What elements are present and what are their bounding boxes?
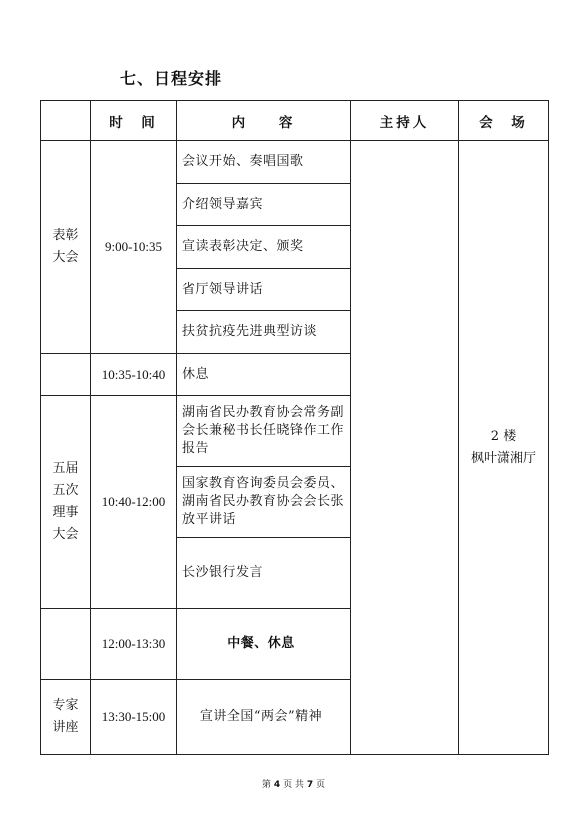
section-break <box>41 354 91 396</box>
venue-cell <box>459 141 549 755</box>
footer-page-number: 4 <box>273 780 281 790</box>
section-council-label: 五届 五次 理事 大会 <box>52 461 79 542</box>
section-council <box>41 396 91 609</box>
page-footer <box>0 777 587 790</box>
footer-prefix: 第 <box>262 780 272 790</box>
agenda-item: 省厅领导讲话 <box>177 269 351 311</box>
header-section <box>41 101 91 141</box>
section-awards-label: 表彰 大会 <box>52 228 79 265</box>
agenda-item: 宣读表彰决定、颁奖 <box>177 226 351 269</box>
agenda-item: 长沙银行发言 <box>177 538 351 609</box>
agenda-item: 扶贫抗疫先进典型访谈 <box>177 311 351 354</box>
section-awards <box>41 141 91 354</box>
time-lunch: 12:00-13:30 <box>91 609 177 680</box>
schedule-table <box>40 100 549 755</box>
agenda-item: 休息 <box>177 354 351 396</box>
header-time: 时 间 <box>91 101 177 141</box>
section-lecture-label: 专家 讲座 <box>52 698 79 735</box>
agenda-item: 会议开始、奏唱国歌 <box>177 141 351 184</box>
time-lecture: 13:30-15:00 <box>91 680 177 755</box>
time-council: 10:40-12:00 <box>91 396 177 609</box>
table-row <box>41 141 549 184</box>
header-content: 内 容 <box>177 101 351 141</box>
footer-middle: 页 共 <box>283 780 304 790</box>
header-venue: 会 场 <box>459 101 549 141</box>
footer-suffix: 页 <box>315 780 325 790</box>
section-lecture <box>41 680 91 755</box>
agenda-item: 中餐、休息 <box>177 609 351 680</box>
host-cell <box>351 141 459 755</box>
section-title: 七、日程安排 <box>120 69 223 88</box>
time-awards: 9:00-10:35 <box>91 141 177 354</box>
footer-total-pages: 7 <box>306 780 314 790</box>
agenda-item: 宣讲全国“两会”精神 <box>177 680 351 755</box>
time-break: 10:35-10:40 <box>91 354 177 396</box>
agenda-item: 湖南省民办教育协会常务副会长兼秘书长任晓锋作工作报告 <box>177 396 351 467</box>
agenda-item: 国家教育咨询委员会委员、湖南省民办教育协会会长张放平讲话 <box>177 467 351 538</box>
header-row <box>41 101 549 141</box>
venue-label: 2 楼 枫叶潇湘厅 <box>470 428 536 466</box>
agenda-item: 介绍领导嘉宾 <box>177 184 351 226</box>
header-host: 主持人 <box>351 101 459 141</box>
section-lunch <box>41 609 91 680</box>
